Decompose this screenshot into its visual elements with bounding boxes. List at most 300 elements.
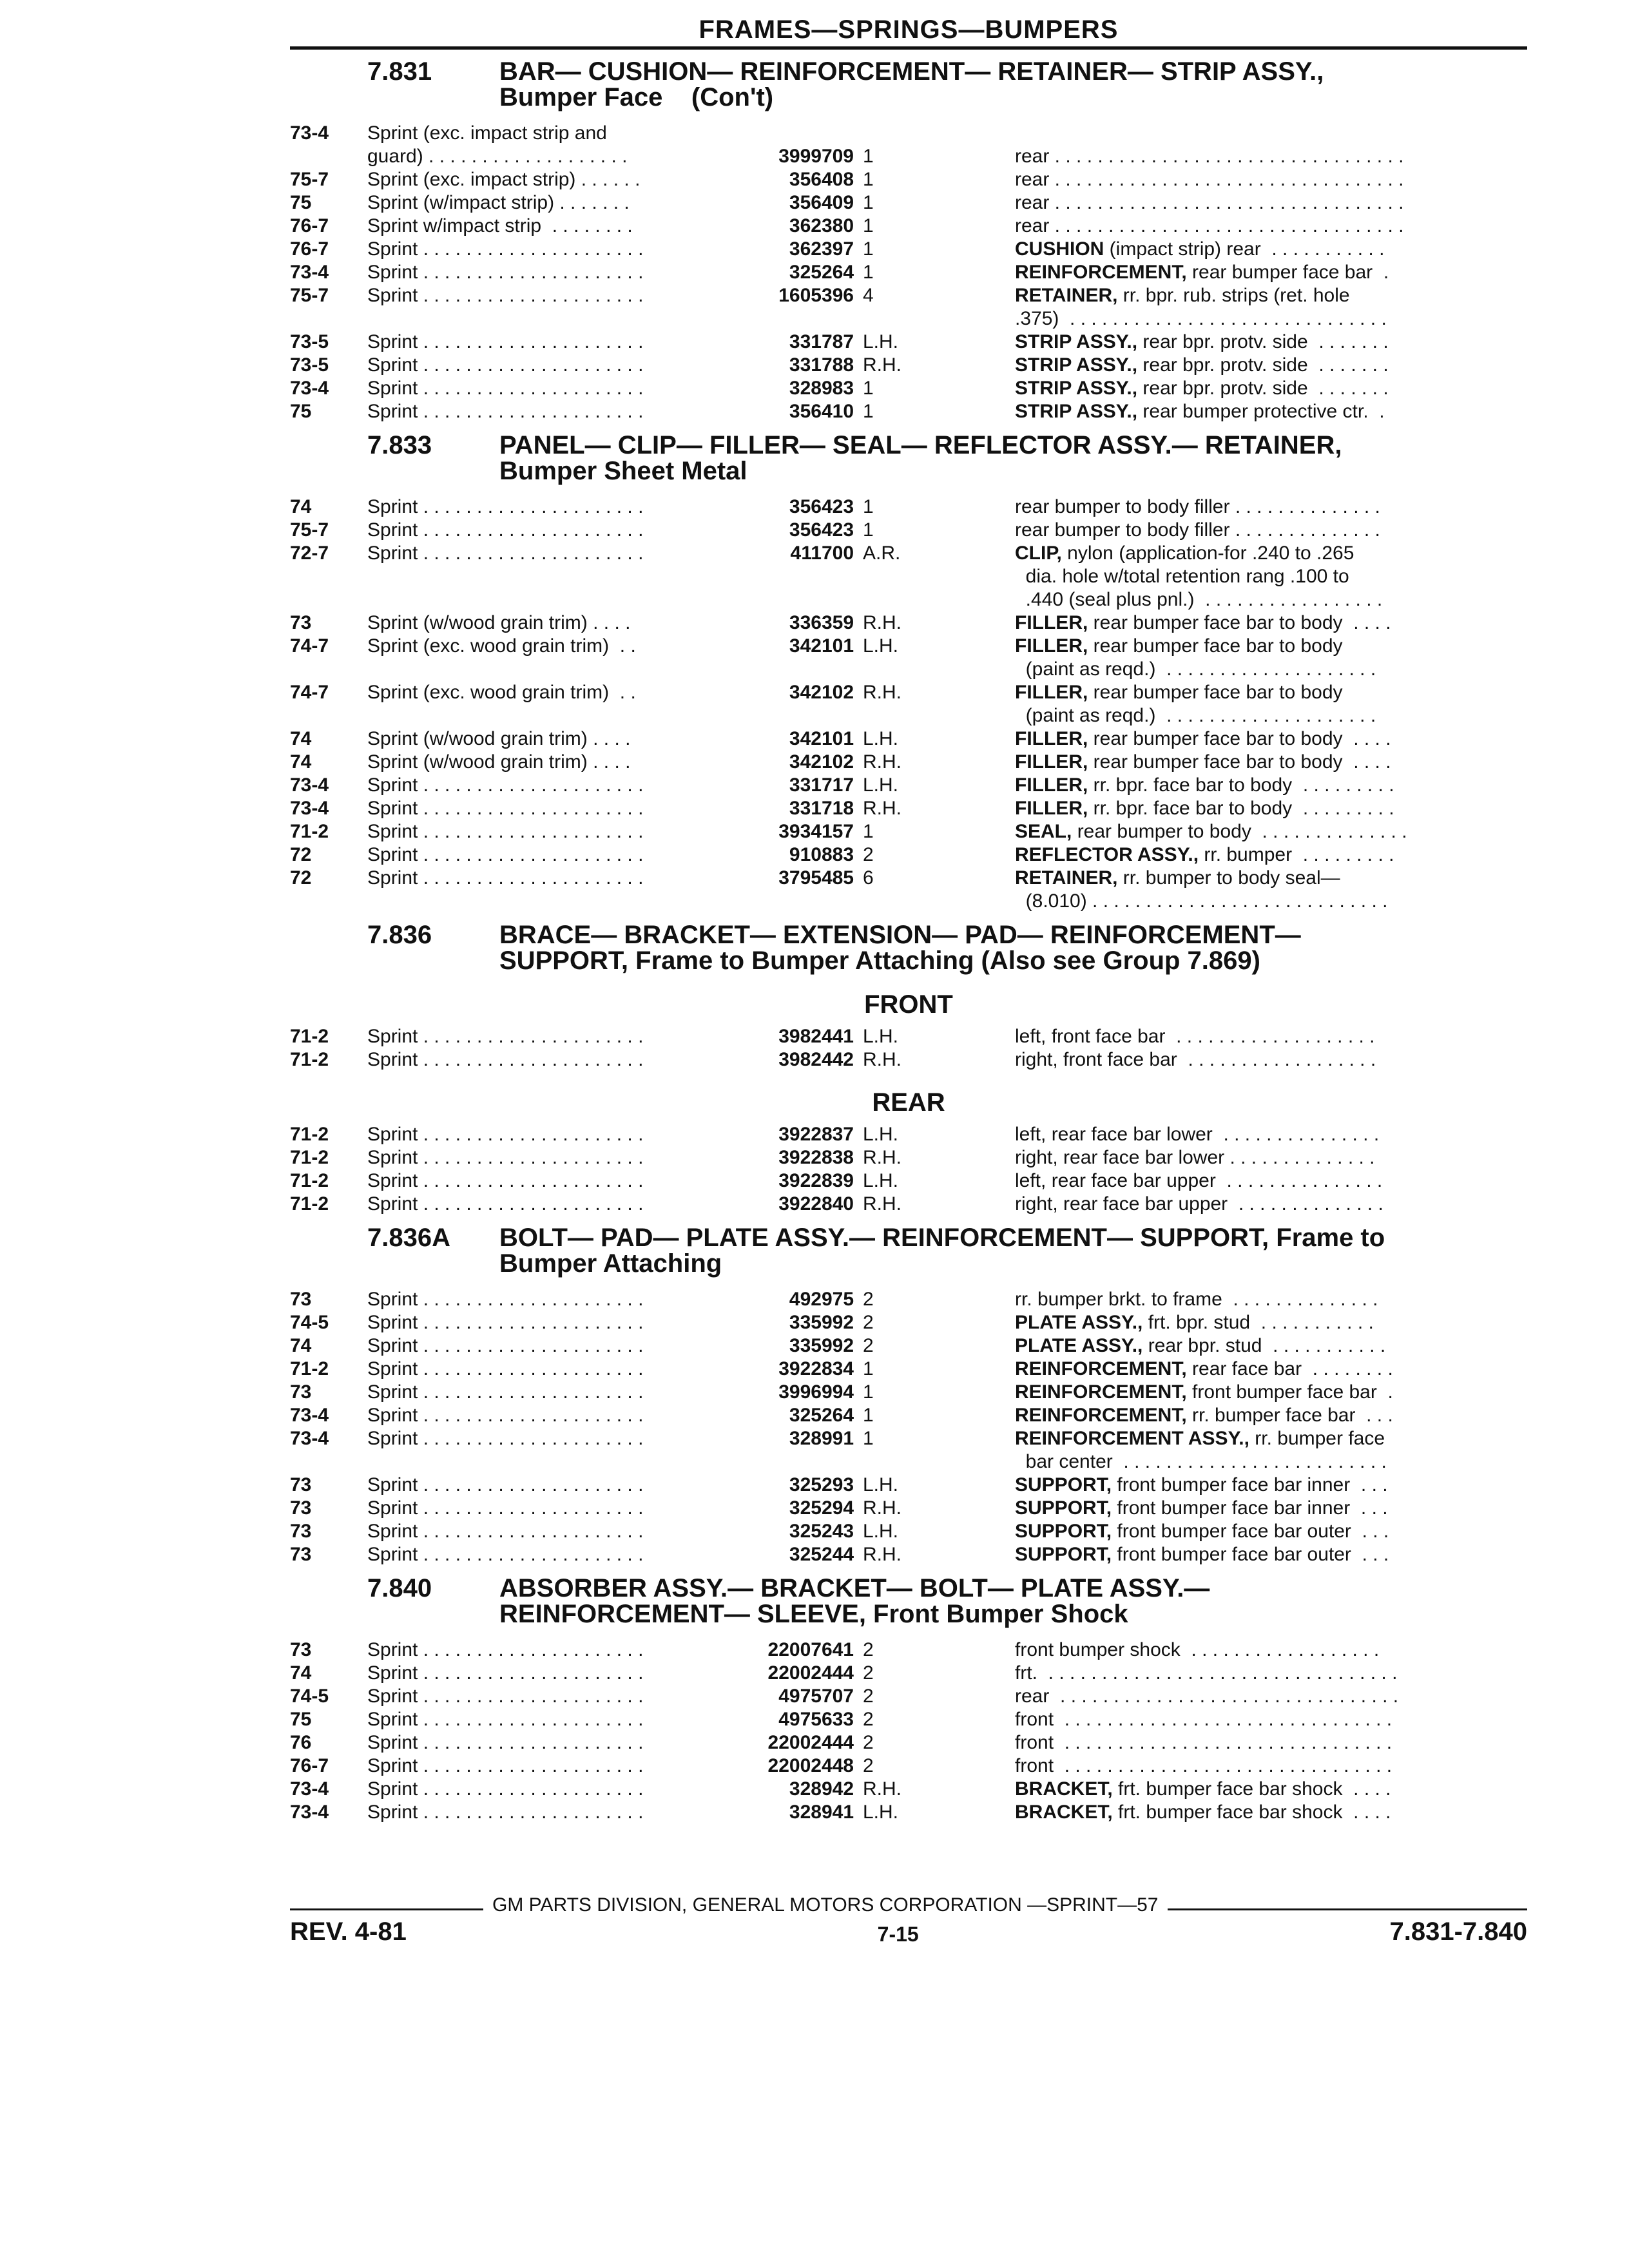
model-name: Sprint . . . . . . . . . . . . . . . . . . . . . [367, 331, 644, 352]
part-number: 3996994 [778, 1381, 854, 1403]
model-name: Sprint . . . . . . . . . . . . . . . . . . . . . [367, 1544, 644, 1565]
model-year: 75 [290, 1709, 312, 1730]
part-description [1015, 145, 1527, 168]
section-title-line: BOLT— PAD— PLATE ASSY.— REINFORCEMENT— SUPPORT, Frame to [499, 1224, 1385, 1252]
description-text: rear . . . . . . . . . . . . . . . . . . . . . . . . . . . . . . . . . [1015, 169, 1404, 190]
section-heading [290, 432, 1527, 484]
model-name: Sprint (exc. impact strip and [367, 122, 607, 144]
part-row [290, 1146, 1527, 1169]
part-description [1015, 1427, 1527, 1450]
part-row [290, 354, 1527, 377]
model-name: Sprint (w/wood grain trim) . . . . [367, 728, 631, 749]
model-year: 71-2 [290, 1124, 329, 1145]
part-row [290, 145, 1527, 168]
description-keyword: STRIP ASSY., [1015, 354, 1138, 376]
part-description [1015, 1520, 1527, 1543]
model-year: 73 [290, 1381, 312, 1403]
model-year: 71-2 [290, 1049, 329, 1070]
section-number: 7.836 [367, 921, 432, 949]
description-keyword: BRACKET, [1015, 1802, 1113, 1823]
part-description [1015, 191, 1527, 215]
model-name: Sprint . . . . . . . . . . . . . . . . . . . . . [367, 1709, 644, 1730]
description-text: rear bumper face bar to body [1088, 635, 1343, 657]
part-description [1015, 1193, 1527, 1216]
description-keyword: STRIP ASSY., [1015, 401, 1138, 422]
model-year: 74 [290, 751, 312, 773]
part-row [290, 1404, 1527, 1427]
catalog-section [290, 1575, 1527, 1824]
part-description [1015, 611, 1527, 635]
part-number: 328942 [789, 1778, 854, 1800]
quantity: 1 [863, 215, 874, 236]
part-number: 356410 [789, 401, 854, 422]
part-description [1015, 565, 1527, 588]
description-keyword: SUPPORT, [1015, 1497, 1112, 1519]
part-row [290, 1543, 1527, 1566]
part-number: 411700 [790, 543, 854, 564]
model-name: Sprint . . . . . . . . . . . . . . . . . . . . . [367, 1474, 644, 1495]
quantity: R.H. [863, 1497, 901, 1519]
part-number: 331788 [789, 354, 854, 376]
part-row [290, 1288, 1527, 1311]
quantity: R.H. [863, 1049, 901, 1070]
part-number: 3999709 [778, 146, 854, 167]
part-description [1015, 727, 1527, 751]
quantity: L.H. [863, 1124, 899, 1145]
description-text: front . . . . . . . . . . . . . . . . . . . . . . . . . . . . . . . [1015, 1709, 1393, 1730]
description-text: rr. bumper to body seal— [1117, 867, 1340, 889]
catalog-page [290, 13, 1527, 1824]
description-text: .440 (seal plus pnl.) . . . . . . . . . . . . . . . . . [1015, 589, 1383, 610]
part-description [1015, 261, 1527, 284]
description-text: (impact strip) rear . . . . . . . . . . . [1104, 238, 1385, 260]
description-text: right, rear face bar lower . . . . . . . . . . . . . . [1015, 1147, 1375, 1168]
description-keyword: RETAINER, [1015, 867, 1118, 889]
part-number: 3982442 [778, 1049, 854, 1070]
quantity: 2 [863, 844, 874, 865]
model-name: Sprint . . . . . . . . . . . . . . . . . . . . . [367, 354, 644, 376]
part-description [1015, 1543, 1527, 1566]
subsection-heading: FRONT [864, 990, 953, 1019]
quantity: R.H. [863, 1544, 901, 1565]
model-year: 73-4 [290, 1778, 329, 1800]
quantity: R.H. [863, 354, 901, 376]
description-text: rear . . . . . . . . . . . . . . . . . . . . . . . . . . . . . . . . . [1015, 215, 1404, 236]
model-name: Sprint . . . . . . . . . . . . . . . . . . . . . [367, 1049, 644, 1070]
description-text: rear bumper to body filler . . . . . . . . . . . . . . [1015, 496, 1380, 517]
description-keyword: BRACKET, [1015, 1778, 1113, 1800]
model-name: Sprint . . . . . . . . . . . . . . . . . . . . . [367, 1289, 644, 1310]
part-description [1015, 542, 1527, 565]
model-name: Sprint (exc. wood grain trim) . . [367, 635, 636, 657]
section-title-line: Bumper Face (Con't) [499, 83, 774, 111]
model-year: 76-7 [290, 215, 329, 236]
page-number: 7-15 [877, 1923, 919, 1946]
part-number: 3922834 [778, 1358, 854, 1379]
part-number: 3795485 [778, 867, 854, 889]
part-description [1015, 238, 1527, 261]
model-name: Sprint . . . . . . . . . . . . . . . . . . . . . [367, 238, 644, 260]
model-year: 76-7 [290, 1755, 329, 1776]
description-keyword: FILLER, [1015, 728, 1088, 749]
model-year: 71-2 [290, 1170, 329, 1191]
model-name: Sprint . . . . . . . . . . . . . . . . . . . . . [367, 1428, 644, 1449]
model-year: 73-4 [290, 122, 329, 144]
part-number: 22002444 [767, 1732, 854, 1753]
quantity: L.H. [863, 331, 899, 352]
catalog-section [290, 922, 1527, 1216]
model-name: Sprint (w/wood grain trim) . . . . [367, 751, 631, 773]
part-number: 356423 [789, 496, 854, 517]
section-title-line: ABSORBER ASSY.— BRACKET— BOLT— PLATE ASSY.— [499, 1574, 1210, 1602]
model-year: 76-7 [290, 238, 329, 260]
part-description [1015, 1311, 1527, 1334]
description-keyword: STRIP ASSY., [1015, 331, 1138, 352]
section-number: 7.833 [367, 431, 432, 459]
part-description [1015, 704, 1527, 727]
section-heading [290, 1225, 1527, 1276]
quantity: R.H. [863, 1147, 901, 1168]
description-text: front bumper face bar outer . . . [1112, 1521, 1389, 1542]
part-description [1015, 1754, 1527, 1778]
quantity: A.R. [863, 543, 901, 564]
part-description [1015, 1778, 1527, 1801]
group-range: 7.831-7.840 [1389, 1917, 1527, 1946]
quantity: L.H. [863, 1521, 899, 1542]
model-year: 74-5 [290, 1312, 329, 1333]
part-description [1015, 867, 1527, 890]
model-year: 71-2 [290, 821, 329, 842]
description-keyword: SEAL, [1015, 821, 1072, 842]
description-keyword: FILLER, [1015, 798, 1088, 819]
model-year: 73-4 [290, 1405, 329, 1426]
description-text: (paint as reqd.) . . . . . . . . . . . . . . . . . . . . [1015, 658, 1376, 680]
quantity: 1 [863, 519, 874, 541]
part-number: 325244 [789, 1544, 854, 1565]
description-keyword: FILLER, [1015, 612, 1088, 633]
part-number: 362380 [789, 215, 854, 236]
part-description [1015, 797, 1527, 820]
model-name: Sprint (w/impact strip) . . . . . . . [367, 192, 630, 213]
description-text: rear face bar . . . . . . . . [1186, 1358, 1393, 1379]
part-description [1015, 751, 1527, 774]
model-name: Sprint . . . . . . . . . . . . . . . . . . . . . [367, 821, 644, 842]
quantity: R.H. [863, 751, 901, 773]
quantity: 2 [863, 1732, 874, 1753]
part-row [290, 1169, 1527, 1193]
model-year: 74-7 [290, 635, 329, 657]
part-number: 328991 [789, 1428, 854, 1449]
description-text: rear bumper protective ctr. . [1137, 401, 1385, 422]
part-row [290, 168, 1527, 191]
model-name: Sprint . . . . . . . . . . . . . . . . . . . . . [367, 844, 644, 865]
model-name: Sprint . . . . . . . . . . . . . . . . . . . . . [367, 1405, 644, 1426]
part-description [1015, 843, 1527, 867]
part-row [290, 1381, 1527, 1404]
part-row [290, 704, 1527, 727]
model-name: Sprint w/impact strip . . . . . . . . [367, 215, 633, 236]
section-heading [290, 59, 1527, 110]
description-text: (paint as reqd.) . . . . . . . . . . . . . . . . . . . . [1015, 705, 1376, 726]
page-header: FRAMES—SPRINGS—BUMPERS [290, 13, 1527, 50]
model-year: 74 [290, 1335, 312, 1356]
description-keyword: REINFORCEMENT, [1015, 1381, 1187, 1403]
description-text: rr. bumper face [1249, 1428, 1385, 1449]
quantity: 1 [863, 1381, 874, 1403]
part-description [1015, 588, 1527, 611]
section-title [499, 922, 1527, 974]
model-year: 74-7 [290, 682, 329, 703]
part-row [290, 1311, 1527, 1334]
part-number: 328983 [789, 378, 854, 399]
part-row [290, 1778, 1527, 1801]
quantity: R.H. [863, 798, 901, 819]
part-description [1015, 1708, 1527, 1731]
description-text: rr. bpr. rub. strips (ret. hole [1117, 285, 1350, 306]
part-description [1015, 284, 1527, 307]
quantity: 6 [863, 867, 874, 889]
part-row [290, 890, 1527, 913]
section-title-line: BAR— CUSHION— REINFORCEMENT— RETAINER— STRIP ASSY., [499, 57, 1324, 86]
description-keyword: SUPPORT, [1015, 1544, 1112, 1565]
model-name: Sprint . . . . . . . . . . . . . . . . . . . . . [367, 1802, 644, 1823]
part-row [290, 307, 1527, 331]
quantity: L.H. [863, 1802, 899, 1823]
description-text: rear bpr. protv. side . . . . . . . [1137, 331, 1389, 352]
model-name: Sprint . . . . . . . . . . . . . . . . . . . . . [367, 262, 644, 283]
description-text: rear . . . . . . . . . . . . . . . . . . . . . . . . . . . . . . . . . [1015, 146, 1404, 167]
model-name: Sprint . . . . . . . . . . . . . . . . . . . . . [367, 1124, 644, 1145]
model-name: Sprint . . . . . . . . . . . . . . . . . . . . . [367, 1026, 644, 1047]
description-keyword: SUPPORT, [1015, 1474, 1112, 1495]
part-row [290, 331, 1527, 354]
description-keyword: REINFORCEMENT, [1015, 262, 1187, 283]
quantity: 4 [863, 285, 874, 306]
quantity: 1 [863, 496, 874, 517]
model-name: Sprint . . . . . . . . . . . . . . . . . . . . . [367, 1755, 644, 1776]
description-text: left, front face bar . . . . . . . . . . . . . . . . . . . [1015, 1026, 1375, 1047]
description-keyword: REINFORCEMENT, [1015, 1358, 1187, 1379]
description-keyword: FILLER, [1015, 635, 1088, 657]
revision-label: REV. 4-81 [290, 1917, 407, 1946]
part-number: 331787 [789, 331, 854, 352]
part-row [290, 377, 1527, 400]
part-row [290, 1520, 1527, 1543]
part-description [1015, 890, 1527, 913]
part-number: 3922837 [778, 1124, 854, 1145]
model-name: Sprint . . . . . . . . . . . . . . . . . . . . . [367, 285, 644, 306]
description-text: frt. bumper face bar shock . . . . [1112, 1778, 1391, 1800]
model-year: 73 [290, 1521, 312, 1542]
section-spacer [290, 1627, 1527, 1639]
model-name: Sprint . . . . . . . . . . . . . . . . . . . . . [367, 496, 644, 517]
part-number: 356408 [789, 169, 854, 190]
part-description [1015, 1450, 1527, 1474]
model-name: Sprint (w/wood grain trim) . . . . [367, 612, 631, 633]
catalog-section [290, 59, 1527, 423]
section-title [499, 59, 1527, 110]
part-row [290, 751, 1527, 774]
part-number: 342102 [789, 751, 854, 773]
model-year: 73 [290, 612, 312, 633]
description-text: rear bumper face bar to body . . . . [1088, 751, 1391, 773]
part-number: 3934157 [778, 821, 854, 842]
part-number: 356409 [789, 192, 854, 213]
part-row [290, 1754, 1527, 1778]
model-name: Sprint . . . . . . . . . . . . . . . . . . . . . [367, 1732, 644, 1753]
quantity: 1 [863, 1405, 874, 1426]
part-row [290, 1474, 1527, 1497]
description-text: rear . . . . . . . . . . . . . . . . . . . . . . . . . . . . . . . . . [1015, 192, 1404, 213]
quantity: 1 [863, 401, 874, 422]
footer-meta [290, 1917, 1527, 1946]
model-year: 71-2 [290, 1147, 329, 1168]
model-name: Sprint . . . . . . . . . . . . . . . . . . . . . [367, 1312, 644, 1333]
model-name: Sprint . . . . . . . . . . . . . . . . . . . . . [367, 1639, 644, 1660]
section-spacer [290, 484, 1527, 495]
description-text: left, rear face bar upper . . . . . . . . . . . . . . . [1015, 1170, 1383, 1191]
part-description [1015, 1662, 1527, 1685]
model-name: Sprint . . . . . . . . . . . . . . . . . . . . . [367, 519, 644, 541]
part-number: 3982441 [778, 1026, 854, 1047]
quantity: 1 [863, 169, 874, 190]
part-row [290, 1685, 1527, 1708]
part-description [1015, 1288, 1527, 1311]
section-number: 7.840 [367, 1574, 432, 1602]
part-number: 342101 [789, 635, 854, 657]
quantity: L.H. [863, 774, 899, 796]
quantity: 2 [863, 1312, 874, 1333]
part-number: 325243 [789, 1521, 854, 1542]
part-row [290, 681, 1527, 704]
part-description [1015, 1497, 1527, 1520]
model-name: Sprint . . . . . . . . . . . . . . . . . . . . . [367, 1147, 644, 1168]
description-keyword: FILLER, [1015, 682, 1088, 703]
description-text: rear bpr. stud . . . . . . . . . . . [1142, 1335, 1386, 1356]
part-row [290, 1025, 1527, 1048]
model-year: 71-2 [290, 1026, 329, 1047]
part-row [290, 495, 1527, 519]
model-name: Sprint . . . . . . . . . . . . . . . . . . . . . [367, 1686, 644, 1707]
model-name: Sprint . . . . . . . . . . . . . . . . . . . . . [367, 401, 644, 422]
model-name: Sprint . . . . . . . . . . . . . . . . . . . . . [367, 378, 644, 399]
part-number: 22007641 [767, 1639, 854, 1660]
quantity: 2 [863, 1289, 874, 1310]
section-heading [290, 1575, 1527, 1627]
part-row [290, 797, 1527, 820]
part-number: 22002444 [767, 1662, 854, 1684]
description-keyword: REINFORCEMENT, [1015, 1405, 1187, 1426]
part-number: 4975633 [778, 1709, 854, 1730]
quantity: 2 [863, 1709, 874, 1730]
section-number: 7.831 [367, 57, 432, 86]
description-text: rear bumper to body . . . . . . . . . . . . . . [1072, 821, 1407, 842]
part-row [290, 1334, 1527, 1358]
part-number: 325293 [789, 1474, 854, 1495]
part-description [1015, 1685, 1527, 1708]
model-year: 73-4 [290, 798, 329, 819]
description-text: rear bumper face bar to body . . . . [1088, 612, 1391, 633]
description-keyword: STRIP ASSY., [1015, 378, 1138, 399]
part-number: 325294 [789, 1497, 854, 1519]
model-year: 75 [290, 192, 312, 213]
description-text: left, rear face bar lower . . . . . . . . . . . . . . . [1015, 1124, 1380, 1145]
section-title [499, 1575, 1527, 1627]
quantity: 1 [863, 378, 874, 399]
part-row [290, 1708, 1527, 1731]
model-year: 73-5 [290, 354, 329, 376]
model-year: 74 [290, 496, 312, 517]
part-description [1015, 495, 1527, 519]
part-number: 910883 [789, 844, 854, 865]
description-keyword: PLATE ASSY., [1015, 1312, 1143, 1333]
model-year: 73-5 [290, 331, 329, 352]
page-footer [290, 1894, 1527, 1946]
part-description [1015, 1169, 1527, 1193]
part-row [290, 611, 1527, 635]
description-text: rear bpr. protv. side . . . . . . . [1137, 354, 1389, 376]
part-description [1015, 1404, 1527, 1427]
part-description [1015, 820, 1527, 843]
quantity: L.H. [863, 1474, 899, 1495]
section-title-line: Bumper Sheet Metal [499, 457, 747, 485]
part-number: 328941 [789, 1802, 854, 1823]
quantity: L.H. [863, 728, 899, 749]
part-description [1015, 354, 1527, 377]
quantity: L.H. [863, 1170, 899, 1191]
part-row [290, 1731, 1527, 1754]
catalog-section [290, 1225, 1527, 1566]
model-name: Sprint . . . . . . . . . . . . . . . . . . . . . [367, 1497, 644, 1519]
part-number: 335992 [789, 1335, 854, 1356]
model-year: 72-7 [290, 543, 329, 564]
description-text: rr. bpr. face bar to body . . . . . . . . . [1088, 798, 1394, 819]
description-text: front . . . . . . . . . . . . . . . . . . . . . . . . . . . . . . . [1015, 1755, 1393, 1776]
model-name: Sprint . . . . . . . . . . . . . . . . . . . . . [367, 774, 644, 796]
quantity: 2 [863, 1686, 874, 1707]
part-number: 3922839 [778, 1170, 854, 1191]
part-description [1015, 1474, 1527, 1497]
model-year: 73 [290, 1474, 312, 1495]
footer-division-line [290, 1894, 1527, 1916]
part-description [1015, 1731, 1527, 1754]
part-number: 342101 [789, 728, 854, 749]
sections-container [290, 59, 1527, 1824]
part-description [1015, 307, 1527, 331]
description-text: front bumper face bar inner . . . [1112, 1497, 1388, 1519]
description-text: rear bumper face bar to body . . . . [1088, 728, 1391, 749]
part-description [1015, 377, 1527, 400]
description-keyword: FILLER, [1015, 751, 1088, 773]
section-title [499, 432, 1527, 484]
part-description [1015, 1048, 1527, 1072]
quantity: 1 [863, 238, 874, 260]
model-name: Sprint . . . . . . . . . . . . . . . . . . . . . [367, 1778, 644, 1800]
part-description [1015, 1123, 1527, 1146]
part-row [290, 284, 1527, 307]
description-text: rear . . . . . . . . . . . . . . . . . . . . . . . . . . . . . . . . [1015, 1686, 1399, 1707]
part-row [290, 1662, 1527, 1685]
part-number: 325264 [789, 262, 854, 283]
model-year: 74-5 [290, 1686, 329, 1707]
description-text: front bumper face bar . [1186, 1381, 1393, 1403]
part-number: 342102 [789, 682, 854, 703]
model-name: Sprint . . . . . . . . . . . . . . . . . . . . . [367, 1335, 644, 1356]
quantity: 2 [863, 1639, 874, 1660]
model-year: 73-4 [290, 262, 329, 283]
part-number: 4975707 [778, 1686, 854, 1707]
description-text: rr. bpr. face bar to body . . . . . . . . . [1088, 774, 1394, 796]
